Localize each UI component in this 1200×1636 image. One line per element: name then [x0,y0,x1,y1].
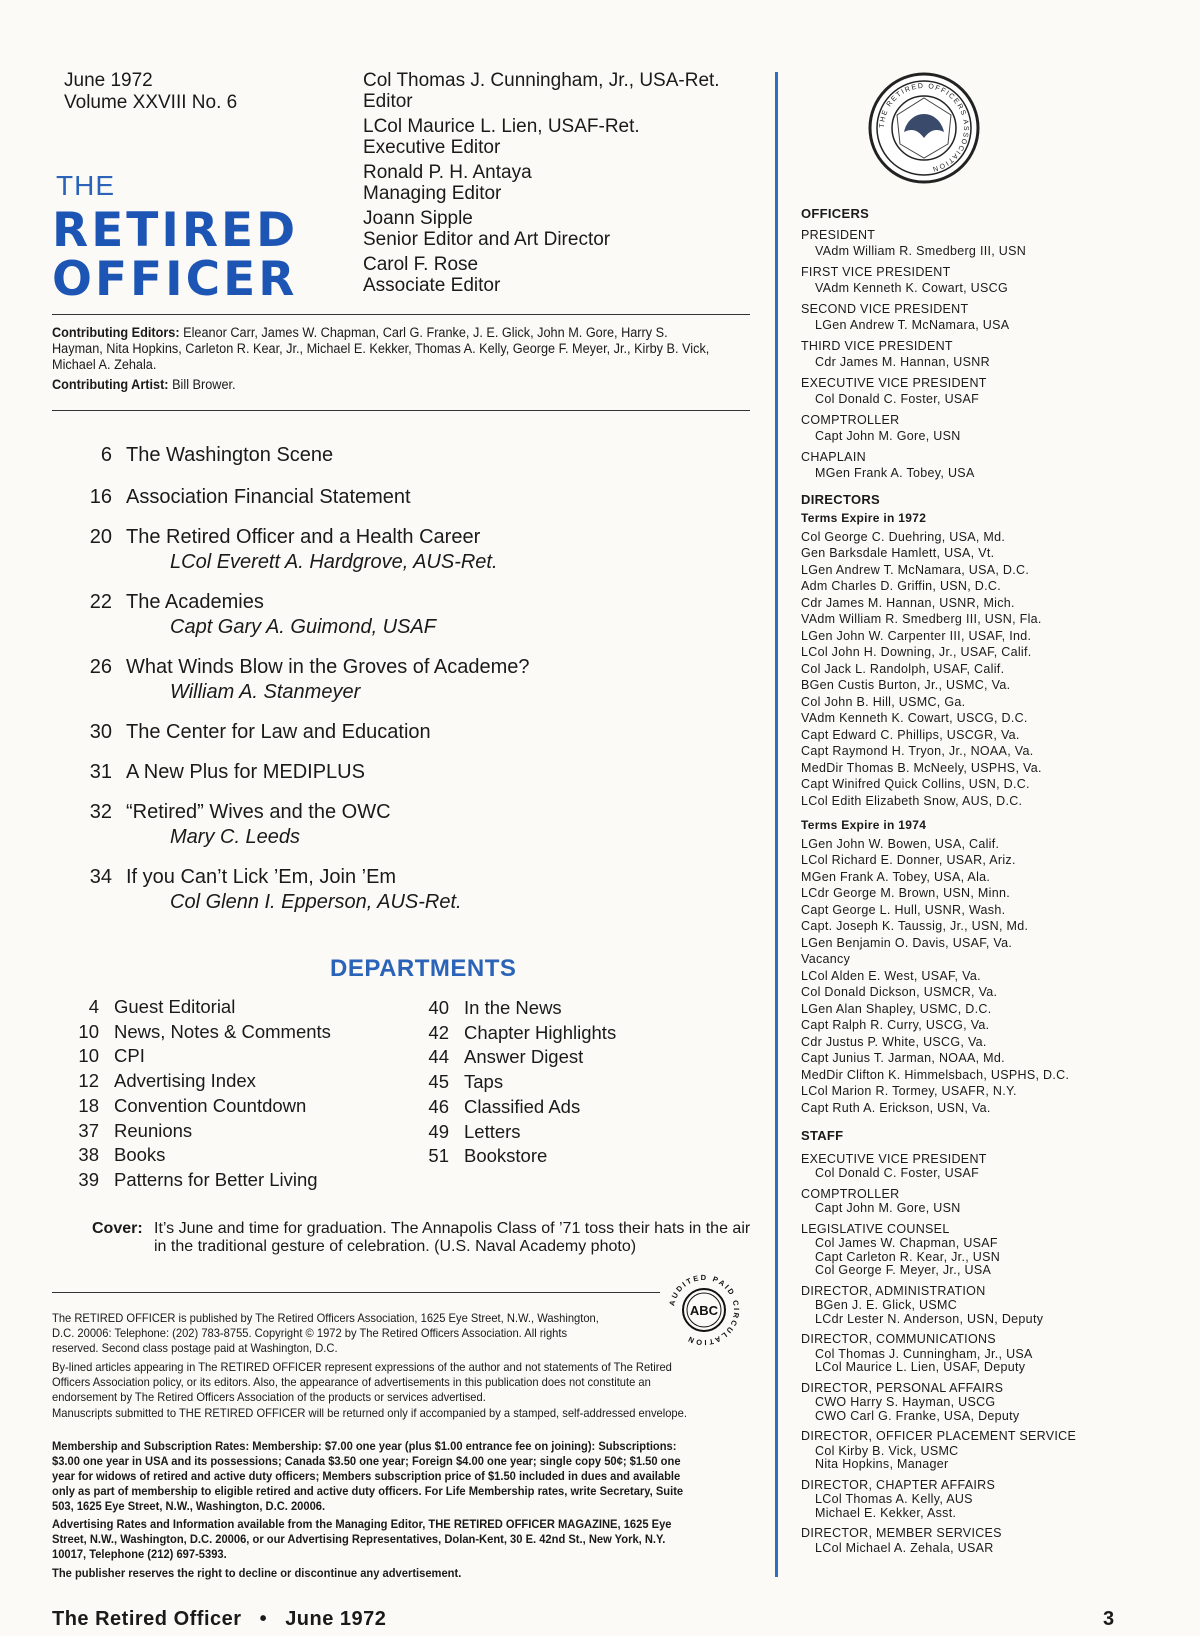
toc-page-number: 26 [89,656,112,678]
director-name: LCol Richard E. Donner, USAR, Ariz. [801,853,1016,867]
director-name: LGen John W. Carpenter III, USAF, Ind. [801,628,1032,643]
officer-title: SECOND VICE PRESIDENT [801,301,969,316]
abc-ring-text: AUDITED PAID CIRCULATION [667,1272,742,1348]
abc-center-text: ABC [689,1303,719,1318]
editor-role: Managing Editor [363,183,502,204]
terms-1974-list [801,836,1191,1117]
staff-name: LCol Michael A. Zehala, USAR [815,1540,994,1555]
director-name: MGen Frank A. Tobey, USA, Ala. [801,869,991,884]
staff-name: Col James W. Chapman, USAF [815,1236,998,1250]
director-name: Capt Raymond H. Tryon, Jr., NOAA, Va. [801,744,1034,758]
page-number: 3 [1103,1608,1115,1630]
staff-name: BGen J. E. Glick, USMC [815,1298,958,1312]
department-item [74,1021,374,1043]
divider [52,314,750,315]
officer-entry [801,375,1191,408]
director-name: Col Jack L. Randolph, USAF, Calif. [801,661,1005,676]
department-title: Guest Editorial [114,996,236,1017]
staff-entry [801,1428,1191,1472]
department-page-number: 37 [78,1119,99,1141]
department-item [424,997,724,1019]
editor-name: Col Thomas J. Cunningham, Jr., USA-Ret. [363,70,720,91]
director-name: LCdr George M. Brown, USN, Minn. [801,886,1010,900]
officer-name: Cdr James M. Hannan, USNR [815,355,990,369]
divider [52,410,750,411]
toc-author: LCol Everett A. Hardgrove, AUS-Ret. [170,551,498,573]
editor-name: Ronald P. H. Antaya [363,162,532,183]
department-item [74,996,374,1018]
editor-role: Executive Editor [363,137,501,158]
department-item [424,1022,724,1044]
director-name: VAdm Kenneth K. Cowart, USCG, D.C. [801,711,1028,725]
staff-name: Col Donald C. Foster, USAF [815,1166,980,1180]
staff-name: LCdr Lester N. Anderson, USN, Deputy [815,1311,1044,1326]
staff-name: CWO Carl G. Franke, USA, Deputy [815,1408,1020,1423]
director-name: Cdr Justus P. White, USCG, Va. [801,1034,987,1049]
editor-name: Joann Sipple [363,208,473,229]
department-page-number: 10 [78,1045,99,1067]
department-title: Reunions [114,1119,193,1141]
department-item [74,1095,374,1117]
contributing-editors-label: Contributing Editors: [52,325,180,340]
contributing-editors [52,325,710,373]
department-item [424,1096,724,1118]
officer-entry [801,227,1191,260]
department-title: Books [114,1144,166,1166]
cover-label: Cover: [92,1220,143,1237]
divider [52,1292,660,1293]
department-page-number: 12 [78,1070,99,1092]
terms-1974-label: Terms Expire in 1974 [801,818,927,832]
officer-title: COMPTROLLER [801,412,900,427]
department-title: News, Notes & Comments [114,1020,331,1042]
editor-entry [363,254,720,296]
officer-name: VAdm William R. Smedberg III, USN [815,244,1027,258]
footer [52,1608,386,1631]
logo-officer: OFFICER [52,252,298,307]
seal-ring-text: THE RETIRED OFFICERS ASSOCIATION [878,82,970,173]
staff-title: DIRECTOR, CHAPTER AFFAIRS [801,1477,996,1492]
editor-entry [363,208,720,250]
department-title: Bookstore [464,1145,548,1167]
department-item [424,1145,724,1167]
departments-heading: DEPARTMENTS [330,955,517,982]
editor-entry [363,116,720,158]
footer-bullet: • [259,1608,268,1630]
toc-page-number: 22 [89,591,112,613]
director-name: Capt Junius T. Jarman, NOAA, Md. [801,1051,1005,1065]
staff-name: LCol Maurice L. Lien, USAF, Deputy [815,1360,1026,1374]
staff-entry [801,1525,1191,1555]
director-name: LGen Alan Shapley, USMC, D.C. [801,1001,992,1016]
staff-name: Capt Carleton R. Kear, Jr., USN [815,1249,1001,1264]
director-name: LGen John W. Bowen, USA, Calif. [801,836,1000,851]
staff-heading: STAFF [801,1128,844,1143]
director-name: Capt Winifred Quick Collins, USN, D.C. [801,777,1030,791]
staff-entry [801,1477,1191,1521]
toc-title: What Winds Blow in the Groves of Academe? [126,656,530,678]
department-item [74,1070,374,1092]
staff-name: CWO Harry S. Hayman, USCG [815,1395,996,1409]
director-name: Adm Charles D. Griffin, USN, D.C. [801,579,1001,593]
staff-entry [801,1151,1191,1181]
director-name: Capt Edward C. Phillips, USCGR, Va. [801,727,1020,742]
toc-title: If you Can’t Lick ’Em, Join ’Em [126,866,397,888]
department-page-number: 39 [78,1168,99,1190]
officer-name: Col Donald C. Foster, USAF [815,392,980,406]
staff-title: EXECUTIVE VICE PRESIDENT [801,1151,987,1166]
director-name: LCol Edith Elizabeth Snow, AUS, D.C. [801,793,1023,808]
officers-heading: OFFICERS [801,206,870,221]
editor-role: Senior Editor and Art Director [363,229,611,250]
right-column [801,200,1191,1555]
officer-name: MGen Frank A. Tobey, USA [815,466,975,480]
staff-list [801,1151,1191,1556]
director-name: Vacancy [801,952,851,966]
director-name: Capt Ruth A. Erickson, USN, Va. [801,1100,991,1115]
officer-entry [801,264,1191,297]
contributing-artist [52,377,710,393]
director-name: Capt George L. Hull, USNR, Wash. [801,902,1006,917]
staff-title: DIRECTOR, ADMINISTRATION [801,1283,986,1298]
staff-name: Col Thomas J. Cunningham, Jr., USA [815,1346,1033,1361]
director-name: LCol John H. Downing, Jr., USAF, Calif. [801,645,1032,659]
staff-entry [801,1380,1191,1424]
staff-title: COMPTROLLER [801,1186,900,1201]
editor-name: LCol Maurice L. Lien, USAF-Ret. [363,116,640,137]
officer-name: VAdm Kenneth K. Cowart, USCG [815,281,1008,295]
department-page-number: 46 [428,1095,449,1117]
toc-title: The Washington Scene [126,444,334,466]
officer-title: FIRST VICE PRESIDENT [801,264,951,279]
department-page-number: 42 [428,1021,449,1043]
department-page-number: 44 [428,1046,449,1068]
cover-caption [92,1220,752,1255]
toc-author: Capt Gary A. Guimond, USAF [170,616,437,638]
director-name: Gen Barksdale Hamlett, USA, Vt. [801,546,995,560]
officer-entry [801,449,1191,482]
terms-1972-label: Terms Expire in 1972 [801,511,927,525]
director-name: LCol Marion R. Tormey, USAFR, N.Y. [801,1084,1017,1098]
department-title: In the News [464,997,562,1018]
department-page-number: 38 [78,1144,99,1166]
department-title: Convention Countdown [114,1094,307,1116]
contributors [52,325,710,393]
fine-print-paragraph: Manuscripts submitted to THE RETIRED OFFICER will be returned only if accompanied by a stamped, self-addressed envelope. [52,1406,687,1420]
staff-entry [801,1186,1191,1216]
staff-entry [801,1283,1191,1327]
department-title: Advertising Index [114,1070,256,1092]
department-title: Answer Digest [464,1046,584,1068]
department-page-number: 4 [88,996,99,1017]
department-title: Taps [464,1071,504,1093]
toc-title: The Center for Law and Education [126,721,431,743]
department-page-number: 40 [428,997,449,1018]
officer-entry [801,412,1191,445]
staff-name: Capt John M. Gore, USN [815,1201,961,1215]
department-item [74,1169,374,1191]
department-item [424,1121,724,1143]
staff-name: Michael E. Kekker, Asst. [815,1505,957,1520]
toc-page-number: 20 [89,526,112,548]
director-name: Cdr James M. Hannan, USNR, Mich. [801,595,1015,610]
fine-print-paragraph: Advertising Rates and Information available from the Managing Editor, THE RETIRED OFFICER MAGAZINE, 1625 Eye Street, N.W., Washington, D.C. 20006, or our Advertising Representatives, Dolan-Kent, 30 E. 42nd St., New York, N.Y. 10017, Telephone (212) 697-5393. [52,1517,672,1561]
editor-entry [363,162,720,204]
director-name: BGen Custis Burton, Jr., USMC, Va. [801,678,1011,692]
toc-title: A New Plus for MEDIPLUS [126,761,365,783]
department-page-number: 49 [428,1120,449,1142]
fine-print-paragraph: The RETIRED OFFICER is published by The Retired Officers Association, 1625 Eye Street, N.W., Washington, D.C. 20006: Telephone: (202) 783-8755. Copyright © 1972 by The Retired Officers Association. All rights reserved. Second class postage paid at Washington, D.C. [52,1311,599,1355]
staff-entry [801,1221,1191,1278]
department-item [424,1071,724,1093]
contributing-artist-name: Bill Brower. [172,377,236,392]
editor-role: Editor [363,91,413,112]
staff-entry [801,1331,1191,1375]
officer-name: LGen Andrew T. McNamara, USA [815,318,1010,332]
toc-author: William A. Stanmeyer [170,681,361,703]
department-page-number: 10 [78,1020,99,1042]
officer-title: EXECUTIVE VICE PRESIDENT [801,375,987,390]
toc-page-number: 31 [89,761,112,783]
association-seal-logo [868,72,980,184]
editor-entry [363,70,720,112]
department-page-number: 51 [428,1145,449,1167]
department-item [74,1144,374,1166]
department-title: Letters [464,1120,521,1142]
toc-author: Col Glenn I. Epperson, AUS-Ret. [170,891,462,913]
officers-list [801,227,1191,482]
editor-name: Carol F. Rose [363,254,479,275]
fine-print-paragraph: Membership and Subscription Rates: Membership: $7.00 one year (plus $1.00 entrance fee on joining): Subscriptions: $3.00 one year in USA and its possessions; Canada $3.50 one year; Foreign $4.00 one year; single copy 50¢; $1.50 one year for widows of retired and active duty officers; Members subscription price of $1.50 included in dues and available only as part of membership to eligible retired and active duty officers. For Life Membership rates, write Secretary, Suite 503, 1625 Eye Street, N.W., Washington, D.C. 20006. [52,1439,684,1513]
staff-name: Col George F. Meyer, Jr., USA [815,1263,992,1277]
toc-page-number: 34 [89,866,112,888]
logo-the: THE [56,170,115,201]
issue-info [64,70,237,114]
toc-author: Mary C. Leeds [170,826,301,848]
director-name: Col John B. Hill, USMC, Ga. [801,694,966,709]
toc-page-number: 30 [89,721,112,743]
directors-heading: DIRECTORS [801,491,881,507]
director-name: VAdm William R. Smedberg III, USN, Fla. [801,612,1042,626]
issue-date: June 1972 [64,70,153,91]
contributing-editors-names: Eleanor Carr, James W. Chapman, Carl G. Franke, J. E. Glick, John M. Gore, Harry S. Hayman, Nita Hopkins, Carleton R. Kear, Jr., Michael E. Kekker, Thomas A. Kelly, George F. Meyer, Jr., Kirby B. Vick, Michael A. Zehala. [52,325,710,372]
toc-title: Association Financial Statement [126,486,411,508]
toc-page-number: 6 [100,444,112,466]
staff-name: Nita Hopkins, Manager [815,1457,949,1471]
department-title: Classified Ads [464,1095,581,1117]
column-divider [775,72,778,1577]
director-name: MedDir Clifton K. Himmelsbach, USPHS, D.C. [801,1067,1070,1082]
officer-title: PRESIDENT [801,227,876,242]
department-item [74,1045,374,1067]
toc-title: The Retired Officer and a Health Career [126,526,481,548]
department-page-number: 45 [428,1071,449,1093]
director-name: LGen Benjamin O. Davis, USAF, Va. [801,935,1013,950]
editors-list [363,70,720,300]
officer-entry [801,301,1191,334]
director-name: Capt. Joseph K. Taussig, Jr., USN, Md. [801,919,1029,933]
terms-1972-list [801,529,1191,810]
footer-title: The Retired Officer [52,1608,242,1630]
department-title: Chapter Highlights [464,1021,617,1043]
director-name: MedDir Thomas B. McNeely, USPHS, Va. [801,760,1042,775]
staff-title: DIRECTOR, MEMBER SERVICES [801,1526,1002,1540]
department-item [74,1120,374,1142]
officer-entry [801,338,1191,371]
director-name: Col Donald Dickson, USMCR, Va. [801,985,998,999]
staff-title: LEGISLATIVE COUNSEL [801,1221,950,1236]
editor-role: Associate Editor [363,275,501,296]
abc-audited-circulation-badge [666,1272,742,1348]
toc-title: “Retired” Wives and the OWC [126,801,391,823]
cover-text: It’s June and time for graduation. The Annapolis Class of ’71 toss their hats in the air in the traditional gesture of celebration. (U.S. Naval Academy photo) [154,1220,751,1255]
staff-title: DIRECTOR, PERSONAL AFFAIRS [801,1380,1004,1395]
staff-name: Col Kirby B. Vick, USMC [815,1443,959,1458]
logo-retired: RETIRED [52,203,299,258]
director-name: Capt Ralph R. Curry, USCG, Va. [801,1018,990,1032]
toc-page-number: 32 [89,801,112,823]
fine-print-paragraph: By-lined articles appearing in The RETIRED OFFICER represent expressions of the author and not statements of The Retired Officers Association policy, or its editors. Also, the appearance of advertisements in this publication does not constitute an endorsement by The Retired Officers Association of the products or services advertised. [52,1360,672,1404]
department-item [424,1046,724,1068]
officer-name: Capt John M. Gore, USN [815,429,961,443]
footer-date: June 1972 [285,1608,387,1630]
toc-title: The Academies [126,591,264,613]
director-name: LGen Andrew T. McNamara, USA, D.C. [801,562,1030,577]
director-name: LCol Alden E. West, USAF, Va. [801,968,981,983]
staff-title: DIRECTOR, OFFICER PLACEMENT SERVICE [801,1429,1077,1443]
department-page-number: 18 [78,1094,99,1116]
staff-title: DIRECTOR, COMMUNICATIONS [801,1332,996,1346]
staff-name: LCol Thomas A. Kelly, AUS [815,1492,973,1506]
issue-volume: Volume XXVIII No. 6 [64,92,238,113]
contributing-artist-label: Contributing Artist: [52,377,169,392]
officer-title: CHAPLAIN [801,449,866,464]
fine-print-paragraph: The publisher reserves the right to decline or discontinue any advertisement. [52,1566,462,1580]
department-title: Patterns for Better Living [114,1168,318,1190]
officer-title: THIRD VICE PRESIDENT [801,338,953,353]
director-name: Col George C. Duehring, USA, Md. [801,529,1006,544]
department-title: CPI [114,1045,145,1067]
toc-page-number: 16 [89,486,112,508]
